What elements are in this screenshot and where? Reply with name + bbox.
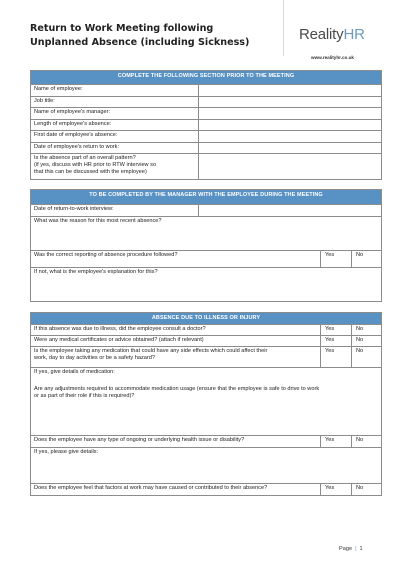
reporting-yes-option[interactable]: Yes bbox=[321, 251, 352, 268]
form-row bbox=[31, 217, 382, 251]
work-factors-yes-option[interactable]: Yes bbox=[321, 484, 352, 496]
doctor-no-option[interactable]: No bbox=[352, 325, 382, 336]
doctor-question: If this absence was due to illness, did the employee consult a doctor? bbox=[31, 325, 321, 336]
work-factors-question: Does the employee feel that factors at work may have caused or contributed to their absence? bbox=[31, 484, 321, 496]
form-row bbox=[31, 325, 382, 336]
logo-text-reality: Reality bbox=[299, 26, 344, 43]
medication-details-field[interactable] bbox=[31, 368, 382, 436]
ongoing-no-option[interactable]: No bbox=[352, 436, 382, 448]
logo-divider bbox=[283, 0, 284, 56]
work-factors-no-option[interactable]: No bbox=[352, 484, 382, 496]
manager-meeting-section bbox=[30, 189, 382, 302]
form-row bbox=[31, 436, 382, 448]
certificates-question: Were any medical certificates or advice obtained? (attach if relevant) bbox=[31, 336, 321, 347]
field-label: First date of employee's absence: bbox=[31, 131, 199, 143]
adjustments-question-line: or as part of their role if this is required)? bbox=[34, 393, 135, 399]
reporting-no-option[interactable]: No bbox=[352, 251, 382, 268]
form-row bbox=[31, 131, 382, 143]
ongoing-details-field[interactable] bbox=[31, 448, 382, 484]
employee-name-field[interactable] bbox=[199, 85, 382, 97]
section-heading-illness: ABSENCE DUE TO ILLNESS OR INJURY bbox=[31, 313, 382, 325]
pattern-question-line: that this can be discussed with the employee) bbox=[34, 169, 147, 175]
section-heading-pre-meeting: COMPLETE THE FOLLOWING SECTION PRIOR TO THE MEETING bbox=[31, 71, 382, 85]
certificates-no-option[interactable]: No bbox=[352, 336, 382, 347]
medication-question-line: work, day to day activities or be a safety hazard? bbox=[34, 355, 155, 361]
first-absence-date-field[interactable] bbox=[199, 131, 382, 143]
pattern-question bbox=[31, 154, 199, 180]
employee-explanation-field[interactable] bbox=[31, 268, 382, 302]
form-row bbox=[31, 205, 382, 217]
title-line-1: Return to Work Meeting following bbox=[30, 23, 214, 34]
field-label: Date of return-to-work interview: bbox=[31, 205, 199, 217]
pattern-question-line: Is the absence part of an overall pattern? bbox=[34, 155, 136, 161]
pattern-answer-field[interactable] bbox=[199, 154, 382, 180]
form-row bbox=[31, 368, 382, 436]
certificates-yes-option[interactable]: Yes bbox=[321, 336, 352, 347]
page-footer bbox=[339, 546, 363, 552]
ongoing-health-question: Does the employee have any type of ongoing or underlying health issue or disability? bbox=[31, 436, 321, 448]
interview-date-field[interactable] bbox=[199, 205, 382, 217]
form-row bbox=[31, 336, 382, 347]
page-label: Page bbox=[339, 546, 353, 552]
page-header bbox=[0, 0, 400, 62]
section-heading-meeting: TO BE COMPLETED BY THE MANAGER WITH THE EMPLOYEE DURING THE MEETING bbox=[31, 190, 382, 205]
explanation-question: If not, what is the employee's explanation for this? bbox=[34, 269, 158, 275]
absence-length-field[interactable] bbox=[199, 119, 382, 131]
field-label: Name of employee's manager: bbox=[31, 108, 199, 120]
reporting-question: Was the correct reporting of absence procedure followed? bbox=[31, 251, 321, 268]
absence-reason-question: What was the reason for this most recent absence? bbox=[34, 218, 162, 224]
form-row bbox=[31, 268, 382, 302]
form-row bbox=[31, 119, 382, 131]
form-row bbox=[31, 142, 382, 154]
page-number: 1 bbox=[359, 546, 363, 552]
field-label: Date of employee's return to work: bbox=[31, 142, 199, 154]
medication-question bbox=[31, 347, 321, 368]
company-logo bbox=[299, 26, 365, 43]
pre-meeting-section bbox=[30, 70, 382, 180]
pattern-question-line: (if yes, discuss with HR prior to RTW interview so bbox=[34, 162, 157, 168]
field-label: Length of employee's absence: bbox=[31, 119, 199, 131]
ongoing-yes-option[interactable]: Yes bbox=[321, 436, 352, 448]
title-line-2: Unplanned Absence (including Sickness) bbox=[30, 37, 250, 48]
doctor-yes-option[interactable]: Yes bbox=[321, 325, 352, 336]
medication-no-option[interactable]: No bbox=[352, 347, 382, 368]
form-row bbox=[31, 85, 382, 97]
logo-text-hr: HR bbox=[343, 26, 365, 43]
form-row bbox=[31, 484, 382, 496]
medication-question-line: Is the employee taking any medication that could have any side effects which could affect their bbox=[34, 348, 268, 354]
illness-injury-section bbox=[30, 312, 382, 496]
medication-yes-option[interactable]: Yes bbox=[321, 347, 352, 368]
form-row bbox=[31, 96, 382, 108]
form-row bbox=[31, 448, 382, 484]
job-title-field[interactable] bbox=[199, 96, 382, 108]
form-row bbox=[31, 108, 382, 120]
return-date-field[interactable] bbox=[199, 142, 382, 154]
ongoing-details-label: If yes, please give details: bbox=[34, 449, 99, 455]
form-row bbox=[31, 347, 382, 368]
field-label: Job title: bbox=[31, 96, 199, 108]
footer-separator: | bbox=[355, 546, 357, 552]
absence-reason-field[interactable] bbox=[31, 217, 382, 251]
form-row bbox=[31, 251, 382, 268]
medication-details-label: If yes, give details of medication: bbox=[34, 369, 115, 375]
company-url: www.realityhr.co.uk bbox=[311, 55, 354, 60]
manager-name-field[interactable] bbox=[199, 108, 382, 120]
document-title bbox=[30, 22, 249, 50]
adjustments-question-line: Are any adjustments required to accommodate medication usage (ensure that the employee is safe to drive to work bbox=[34, 386, 320, 392]
field-label: Name of employee: bbox=[31, 85, 199, 97]
form-row bbox=[31, 154, 382, 180]
